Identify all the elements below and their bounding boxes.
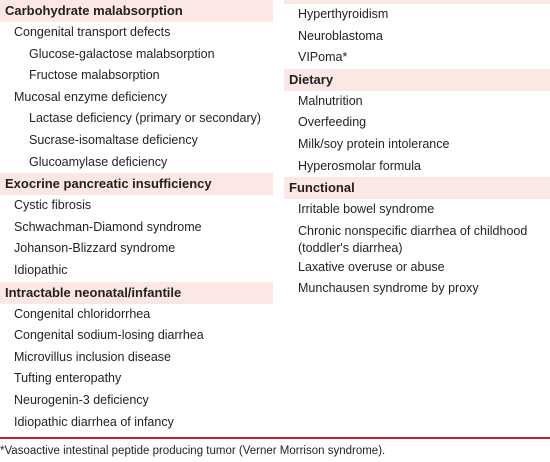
left-column bbox=[0, 0, 273, 433]
list-item: Congenital sodium-losing diarrhea bbox=[14, 328, 204, 343]
list-item: Microvillus inclusion disease bbox=[14, 349, 172, 364]
list-item: Irritable bowel syndrome bbox=[298, 202, 435, 217]
section-header-functional: Functional bbox=[284, 177, 550, 199]
section-header-carbohydrate-malabsorption: Carbohydrate malabsorption bbox=[0, 0, 273, 22]
list-item: Congenital transport defects bbox=[14, 25, 171, 39]
footer-rule bbox=[0, 437, 550, 439]
list-item: Congenital chloridorrhea bbox=[14, 306, 151, 321]
list-item: Tufting enteropathy bbox=[14, 371, 122, 386]
right-column bbox=[284, 4, 550, 300]
section-header-dietary: Dietary bbox=[284, 69, 550, 91]
list-item: Malnutrition bbox=[298, 93, 363, 108]
list-item: Neurogenin-3 deficiency bbox=[14, 392, 149, 407]
list-item: Sucrase-isomaltase deficiency bbox=[29, 132, 198, 147]
list-item: Glucoamylase deficiency bbox=[29, 154, 168, 169]
list-item: Munchausen syndrome by proxy bbox=[298, 281, 479, 296]
list-item: Hyperosmolar formula bbox=[298, 158, 421, 173]
list-item: Chronic nonspecific diarrhea of childhood (toddler's diarrhea) bbox=[298, 223, 528, 255]
list-item: Hyperthyroidism bbox=[298, 7, 389, 21]
list-item: Neuroblastoma bbox=[298, 28, 383, 43]
list-item: VIPoma* bbox=[298, 50, 348, 65]
list-item: Schwachman-Diamond syndrome bbox=[14, 219, 202, 234]
footnote: *Vasoactive intestinal peptide producing tumor (Verner Morrison syndrome). bbox=[0, 445, 386, 457]
section-header-intractable-neonatal-infantile: Intractable neonatal/infantile bbox=[0, 282, 273, 304]
list-item: Lactase deficiency (primary or secondary) bbox=[29, 111, 262, 126]
section-header-exocrine-pancreatic-insufficiency: Exocrine pancreatic insufficiency bbox=[0, 173, 273, 195]
list-item: Overfeeding bbox=[298, 115, 367, 130]
list-item: Johanson-Blizzard syndrome bbox=[14, 241, 176, 256]
list-item: Mucosal enzyme deficiency bbox=[14, 89, 167, 104]
list-item: Milk/soy protein intolerance bbox=[298, 136, 450, 151]
list-item: Laxative overuse or abuse bbox=[298, 259, 445, 274]
list-item: Idiopathic bbox=[14, 262, 68, 277]
list-item: Idiopathic diarrhea of infancy bbox=[14, 414, 174, 429]
list-item: Glucose-galactose malabsorption bbox=[29, 46, 215, 61]
list-item: Fructose malabsorption bbox=[29, 68, 160, 83]
list-item: Cystic fibrosis bbox=[14, 198, 92, 213]
